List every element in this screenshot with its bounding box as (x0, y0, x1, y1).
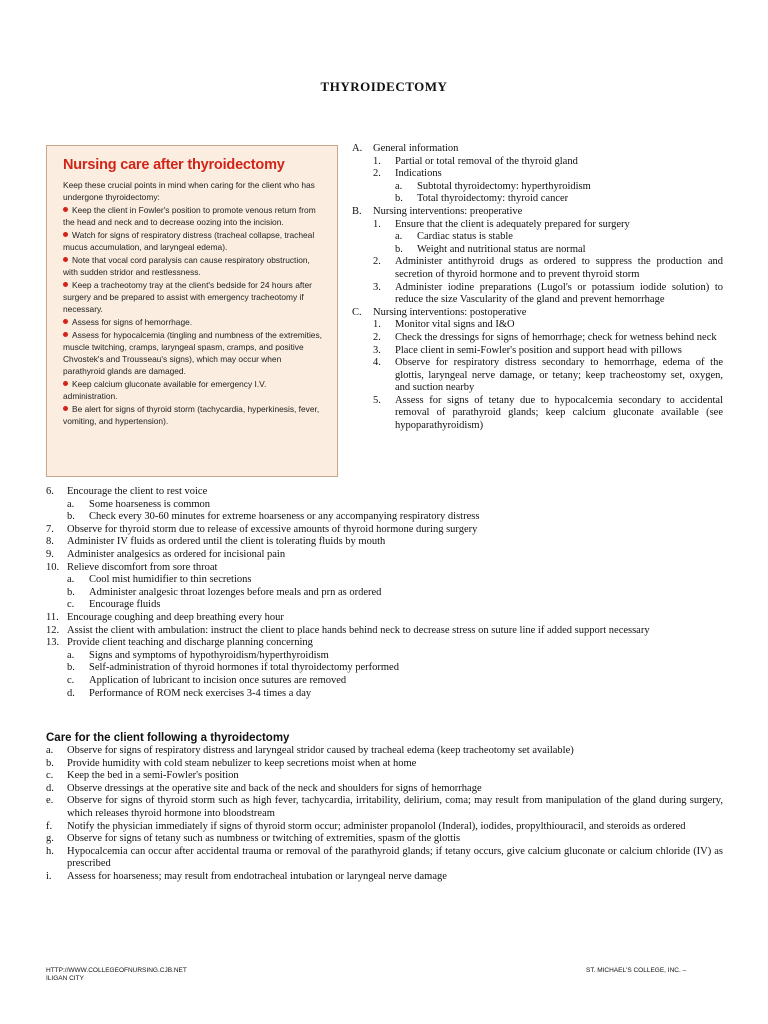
bullet-icon (63, 381, 68, 386)
bullet-icon (63, 257, 68, 262)
figure-list-item: Keep a tracheotomy tray at the client's bedside for 24 hours after surgery and be prepared to assist with emergency tracheotomy if necessary. (63, 280, 312, 314)
care-item: f. Notify the physician immediately if signs of thyroid storm occur; administer propanolol (Inderal), iodides, propylthiouracil, and steroids as ordered (46, 820, 686, 832)
list-subitem: b. Administer analgesic throat lozenges before meals and prn as ordered (67, 586, 382, 598)
footer-city: ILIGAN CITY (46, 975, 84, 982)
figure-list-item: Keep calcium gluconate available for emergency I.V. administration. (63, 379, 267, 401)
outline-section: A. General information (352, 143, 459, 154)
outline-item: 1. Ensure that the client is adequately prepared for surgery (373, 218, 630, 230)
figure-list-item: Keep the client in Fowler's position to promote venous return from the head and neck and to decrease oozing into the incision. (63, 205, 316, 227)
outline-item: 4. Observe for respiratory distress secondary to hemorrhage, edema of the glottis, laryngeal nerve damage, or tetany; keep tracheostomy set, oxygen, and suction nearby (373, 357, 723, 394)
outline-subitem: a. Subtotal thyroidectomy: hyperthyroidism (395, 180, 591, 192)
outline-list (352, 143, 723, 433)
list-item: 13. Provide client teaching and discharge planning concerning (46, 637, 313, 649)
list-item: 9. Administer analgesics as ordered for incisional pain (46, 548, 286, 560)
care-heading: Care for the client following a thyroidectomy (46, 732, 290, 744)
footer-url[interactable]: HTTP://WWW.COLLEGEOFNURSING.CJB.NET (46, 967, 187, 974)
footer-college: ST. MICHAEL'S COLLEGE, INC. – (586, 967, 687, 974)
outline-section: C. Nursing interventions: postoperative (352, 306, 527, 318)
care-item: i. Assess for hoarseness; may result from endotracheal intubation or laryngeal nerve damage (46, 870, 447, 882)
nursing-care-figure (46, 145, 338, 477)
outline-item: 1. Monitor vital signs and I&O (373, 319, 515, 331)
figure-heading: Nursing care after thyroidectomy (63, 157, 285, 173)
care-item: c. Keep the bed in a semi-Fowler's position (46, 770, 239, 782)
postoperative-continued-list (46, 486, 723, 700)
list-subitem: a. Some hoarseness is common (67, 498, 211, 510)
outline-item: 2. Indications (373, 168, 442, 180)
list-item: 8. Administer IV fluids as ordered until the client is tolerating fluids by mouth (46, 536, 386, 548)
figure-list-item: Note that vocal cord paralysis can cause respiratory obstruction, with sudden stridor and restlessness. (63, 255, 310, 277)
list-subitem: a. Cool mist humidifier to thin secretions (67, 574, 252, 586)
figure-list-item: Watch for signs of respiratory distress (tracheal collapse, tracheal mucus accumulation, and laryngeal edema). (63, 230, 315, 252)
outline-item: 3. Place client in semi-Fowler's position and support head with pillows (373, 344, 682, 356)
list-subitem: b. Self-administration of thyroid hormones if total thyroidectomy performed (67, 662, 399, 674)
figure-list-item: Assess for hypocalcemia (tingling and numbness of the extremities, muscle twitching, cramps, laryngeal spasm, cramps, and positive Chvostek's and Trousseau's signs), which may occur when parathyroid glands are damaged. (63, 330, 322, 376)
list-subitem: c. Encourage fluids (67, 599, 161, 611)
outline-item: 1. Partial or total removal of the thyroid gland (373, 155, 578, 167)
care-item: e. Observe for signs of thyroid storm such as high fever, tachycardia, irritability, delirium, coma; may result from manipulation of the gland during surgery, which releases thyroid hormone into bloodstream (46, 795, 723, 819)
bullet-icon (63, 332, 68, 337)
outline-item: 5. Assess for signs of tetany due to hypocalcemia secondary to accidental removal of parathyroid glands; keep calcium gluconate available (see hypoparathyroidism) (373, 394, 723, 432)
list-subitem: b. Check every 30-60 minutes for extreme hoarseness or any accompanying respiratory distress (67, 511, 480, 523)
footer-left (46, 967, 187, 983)
care-item: g. Observe for signs of tetany such as numbness or twitching of extremities, spasm of the glottis (46, 833, 461, 845)
bullet-icon (63, 207, 68, 212)
bullet-icon (63, 406, 68, 411)
page-title: THYROIDECTOMY (320, 79, 448, 94)
outline-subitem: a. Cardiac status is stable (395, 231, 513, 243)
outline-item: 2. Administer antithyroid drugs as ordered to suppress the production and secretion of thyroid hormone and to prevent thyroid storm (373, 256, 723, 280)
list-item: 11. Encourage coughing and deep breathing every hour (46, 611, 284, 623)
care-item: a. Observe for signs of respiratory distress and laryngeal stridor caused by tracheal edema (keep tracheotomy set available) (46, 745, 574, 756)
figure-intro: Keep these crucial points in mind when caring for the client who has undergone thyroidectomy: (63, 180, 315, 202)
care-item: b. Provide humidity with cold steam nebulizer to keep secretions moist when at home (46, 757, 417, 769)
list-item: 6. Encourage the client to rest voice (46, 486, 208, 497)
outline-item: 2. Check the dressings for signs of hemorrhage; check for wetness behind neck (373, 331, 717, 343)
figure-list-item: Assess for signs of hemorrhage. (63, 316, 323, 328)
figure-list-item: Be alert for signs of thyroid storm (tachycardia, hyperkinesis, fever, vomiting, and hypertension). (63, 404, 320, 426)
care-item: h. Hypocalcemia can occur after accidental trauma or removal of the parathyroid glands; if tetany occurs, give calcium gluconate or calcium chloride (IV) as prescribed (46, 845, 723, 870)
bullet-icon (63, 232, 68, 237)
outline-section: B. Nursing interventions: preoperative (352, 205, 523, 217)
list-item: 10. Relieve discomfort from sore throat (46, 561, 218, 573)
list-item: 7. Observe for thyroid storm due to release of excessive amounts of thyroid hormone during surgery (46, 523, 478, 535)
outline-subitem: b. Total thyroidectomy: thyroid cancer (395, 193, 569, 205)
care-item: d. Observe dressings at the operative site and back of the neck and shoulders for signs of hemorrhage (46, 782, 482, 794)
list-item: 12. Assist the client with ambulation: instruct the client to place hands behind neck to decrease stress on suture line if added support necessary (46, 624, 650, 636)
outline-item: 3. Administer iodine preparations (Lugol's or potassium iodide solution) to reduce the size Vascularity of the gland and prevent hemorrhage (373, 281, 723, 306)
list-subitem: c. Application of lubricant to incision once sutures are removed (67, 674, 347, 686)
list-subitem: d. Performance of ROM neck exercises 3-4 times a day (67, 687, 312, 699)
bullet-icon (63, 319, 68, 324)
bullet-icon (63, 282, 68, 287)
outline-subitem: b. Weight and nutritional status are normal (395, 243, 586, 255)
list-subitem: a. Signs and symptoms of hypothyroidism/hyperthyroidism (67, 649, 329, 661)
care-list (46, 745, 723, 884)
